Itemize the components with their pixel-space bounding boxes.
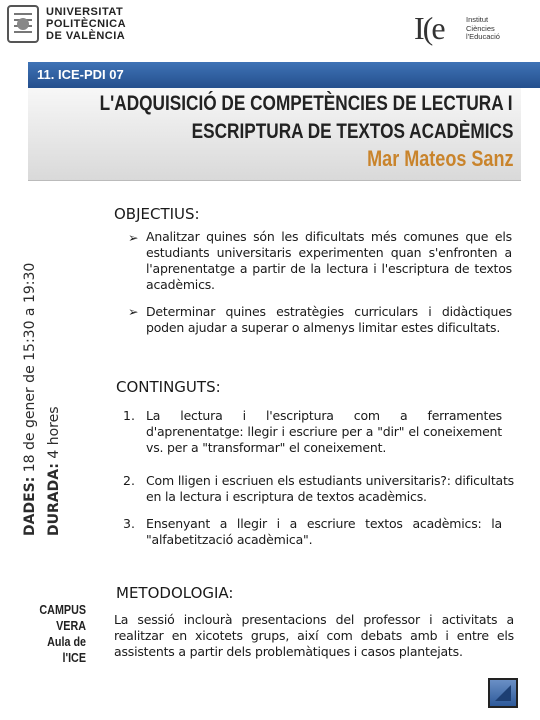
campus-info [29, 602, 86, 666]
arrow-bullet-icon: ➢ [128, 230, 139, 245]
ice-logo-line-2: Ciències [466, 23, 495, 33]
content-item-number: 3. [123, 516, 135, 531]
content-item: Com lligen i escriuen els estudiants universitaris?: dificultats en la lectura i escriptura de textos acadèmics. [146, 473, 514, 504]
duration-value: 4 hores [46, 406, 62, 464]
continguts-heading: CONTINGUTS: [116, 378, 221, 396]
duration-label: DURADA: [46, 463, 62, 536]
objectius-heading: OBJECTIUS: [114, 205, 200, 223]
instructor-name: Mar Mateos Sanz [366, 146, 513, 171]
course-title-line-1: L'ADQUISICIÓ DE COMPETÈNCIES DE LECTURA I [100, 92, 513, 115]
course-code-bar [28, 62, 540, 88]
upv-logo [6, 4, 136, 50]
ice-logo-line-3: l'Educació [466, 32, 500, 41]
upv-logo-line-1: UNIVERSITAT [46, 6, 124, 18]
course-title-line-2: ESCRIPTURA DE TEXTOS ACADÈMICS [191, 120, 513, 143]
content-item-number: 1. [123, 408, 135, 423]
duration-info [46, 406, 62, 536]
title-box [28, 88, 521, 181]
content-item-number: 2. [123, 473, 135, 488]
arrow-bullet-icon: ➢ [128, 304, 139, 319]
next-slide-button[interactable] [488, 678, 518, 708]
course-code: 11. ICE-PDI 07 [37, 67, 124, 82]
dates-info [22, 263, 38, 536]
content-item: Ensenyant a llegir i a escriure textos acadèmics: la "alfabetització acadèmica". [146, 516, 502, 547]
ice-logo-mark: I(e [414, 10, 444, 46]
next-slide-icon [490, 680, 516, 706]
metodologia-text: La sessió inclourà presentacions del professor i activitats a realitzar en xicotets grups, així com debats amb i entre els assistents a partir dels problemàtiques i casos plantejats. [114, 612, 514, 659]
content-item: La lectura i l'escriptura com a ferramentes d'aprenentatge: llegir i escriure per a "dir" el coneixement vs. per a "transformar" el coneixement. [146, 408, 502, 455]
ice-logo-line-1: Institut [466, 15, 489, 24]
campus-line-3: Aula de l'ICE [47, 635, 86, 665]
dates-value: 18 de gener de 15:30 a 19:30 [22, 262, 38, 477]
objective-item: Determinar quines estratègies curriculars i didàctiques poden ajudar a superar o almenys limitar estes dificultats. [146, 304, 512, 335]
metodologia-heading: METODOLOGIA: [116, 584, 234, 602]
upv-seal-icon [6, 4, 40, 44]
upv-logo-line-2: POLITÈCNICA [46, 18, 127, 30]
objective-item: Analitzar quines són les dificultats més comunes que els estudiants universitaris experimenten quan s'enfronten a l'aprenentatge a partir de la lectura i l'escriptura de textos acadèmics. [146, 229, 512, 292]
campus-line-2: VERA [56, 619, 86, 633]
ice-logo [414, 10, 536, 48]
upv-logo-line-3: DE VALÈNCIA [46, 30, 126, 42]
dates-label: DADES: [22, 476, 38, 536]
campus-line-1: CAMPUS [39, 603, 86, 617]
